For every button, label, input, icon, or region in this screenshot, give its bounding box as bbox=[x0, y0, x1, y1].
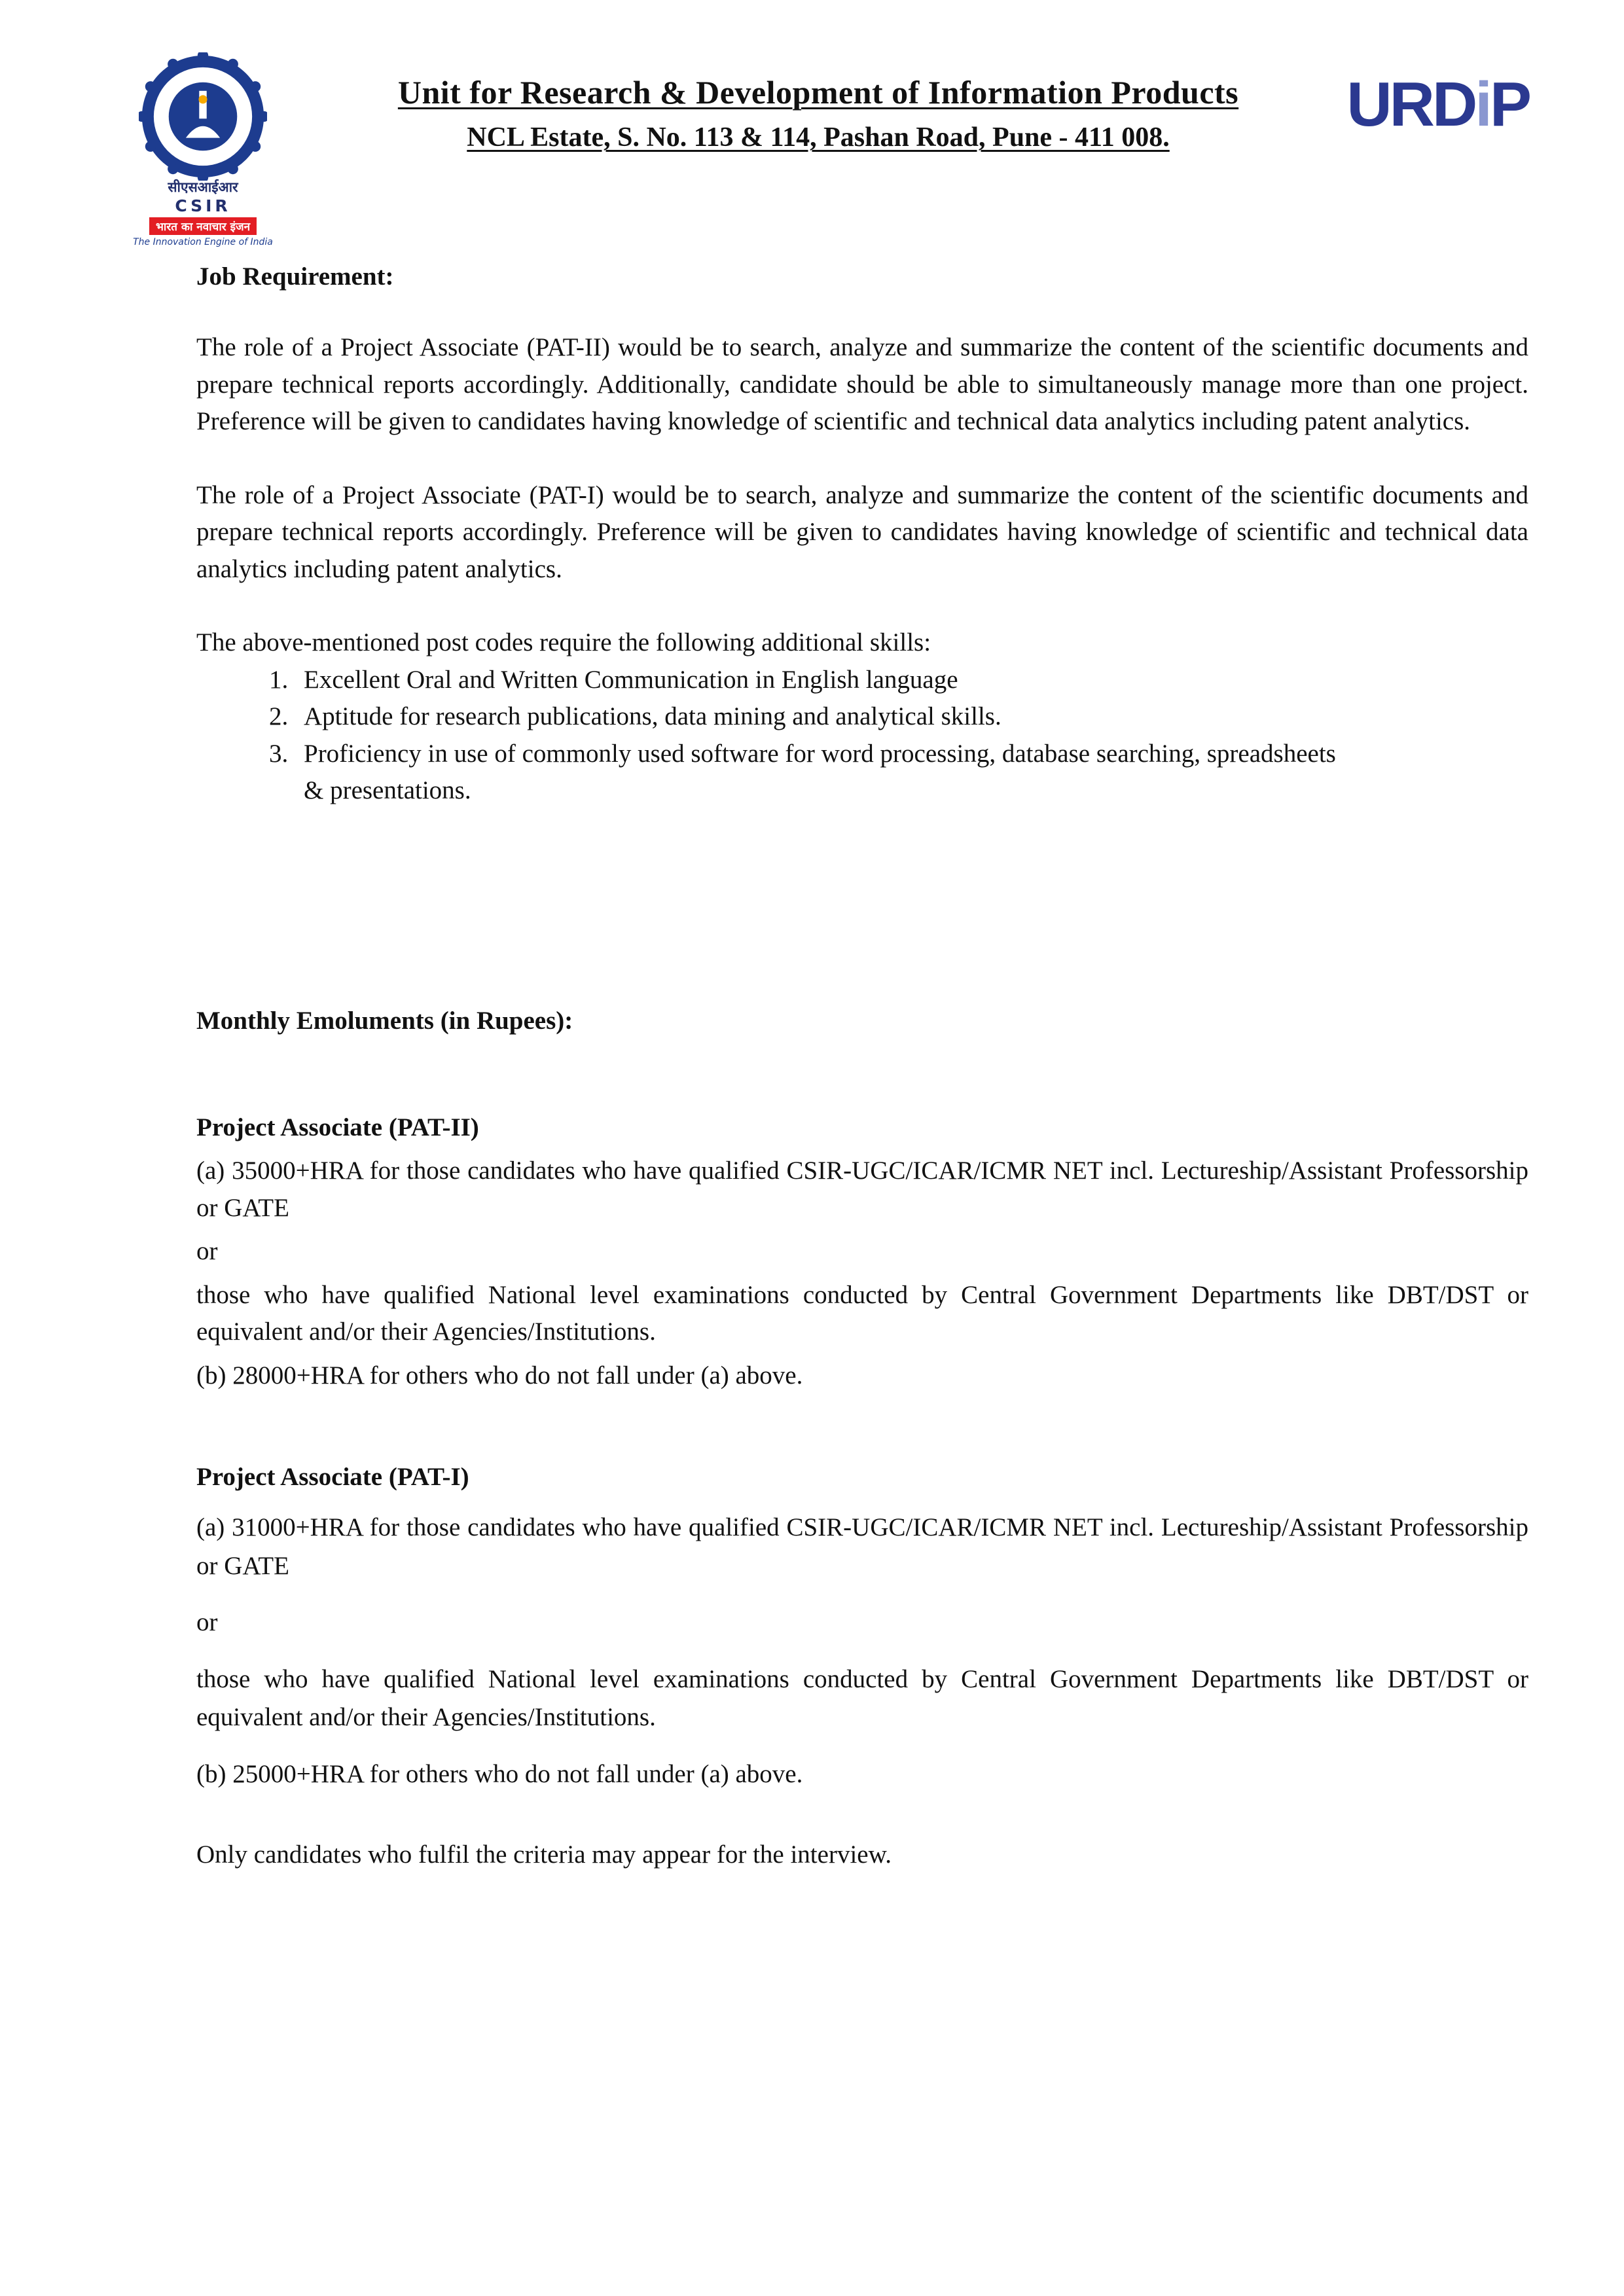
skill-item-2: 2. Aptitude for research publications, data mining and analytical skills. bbox=[295, 698, 1355, 736]
paragraph-pat1-role: The role of a Project Associate (PAT-I) would be to search, analyze and summarize the content of the scientific documents and prepare technical reports accordingly. Preference will be given to candidates having knowledge of scientific and technical data analytics including patent analytics. bbox=[196, 480, 1528, 583]
header bbox=[0, 0, 1624, 255]
skill-item-3: 3. Proficiency in use of commonly used software for word processing, database searching, spreadsheets & presentations. bbox=[295, 736, 1355, 810]
skill-item-1: 1. Excellent Oral and Written Communication in English language bbox=[295, 662, 1355, 699]
pat2-heading: Project Associate (PAT-II) bbox=[196, 1113, 479, 1142]
pat2-section bbox=[196, 1113, 1528, 1394]
urdip-logo-p: P bbox=[1489, 69, 1529, 139]
csir-emblem-icon bbox=[139, 52, 267, 181]
pat2-clause-b: (b) 28000+HRA for others who do not fall under (a) above. bbox=[196, 1361, 803, 1390]
urdip-logo-urd: URD bbox=[1346, 69, 1475, 139]
pat2-clause-a: (a) 35000+HRA for those candidates who have qualified CSIR-UGC/ICAR/ICMR NET incl. Lectureship/Assistant Professorship or GATE bbox=[196, 1157, 1528, 1222]
emoluments-heading: Monthly Emoluments (in Rupees): bbox=[196, 1007, 573, 1035]
org-address: NCL Estate, S. No. 113 & 114, Pashan Road, Pune - 411 008. bbox=[467, 122, 1170, 152]
pat1-clause-a-alt: those who have qualified National level examinations conducted by Central Government Departments like DBT/DST or equivalent and/or their Agencies/Institutions. bbox=[196, 1664, 1528, 1732]
job-requirement-heading: Job Requirement: bbox=[196, 262, 394, 291]
pat2-clause-a-alt: those who have qualified National level examinations conducted by Central Government Departments like DBT/DST or equivalent and/or their Agencies/Institutions. bbox=[196, 1280, 1528, 1346]
paragraph-pat2-role: The role of a Project Associate (PAT-II) would be to search, analyze and summarize the content of the scientific documents and prepare technical reports accordingly. Additionally, candidate should be able to simultaneously manage more than one project. Preference will be given to candidates having knowledge of scientific and technical data analytics including patent analytics. bbox=[196, 333, 1528, 436]
csir-acronym: CSIR bbox=[175, 196, 231, 215]
skills-list bbox=[196, 662, 1528, 810]
closing-note: Only candidates who fulfil the criteria may appear for the interview. bbox=[196, 1840, 892, 1869]
csir-hindi-name: सीएसआईआर bbox=[168, 179, 238, 195]
pat1-clause-a: (a) 31000+HRA for those candidates who have qualified CSIR-UGC/ICAR/ICMR NET incl. Lectureship/Assistant Professorship or GATE bbox=[196, 1513, 1528, 1580]
pat1-or: or bbox=[196, 1608, 218, 1637]
pat1-heading: Project Associate (PAT-I) bbox=[196, 1463, 469, 1492]
skills-intro: The above-mentioned post codes require the following additional skills: bbox=[196, 628, 931, 657]
csir-tagline-english: The Innovation Engine of India bbox=[133, 237, 273, 247]
urdip-logo bbox=[1346, 69, 1529, 139]
pat1-clause-b: (b) 25000+HRA for others who do not fall under (a) above. bbox=[196, 1759, 803, 1788]
urdip-logo-i: i bbox=[1475, 69, 1490, 139]
pat1-section bbox=[196, 1462, 1528, 1793]
header-title-block bbox=[301, 73, 1335, 153]
document-body bbox=[196, 262, 1528, 1874]
csir-logo bbox=[124, 52, 281, 247]
org-name: Unit for Research & Development of Information Products bbox=[397, 74, 1239, 111]
pat2-or: or bbox=[196, 1237, 218, 1266]
csir-tagline-hindi: भारत का नवाचार इंजन bbox=[149, 217, 257, 235]
